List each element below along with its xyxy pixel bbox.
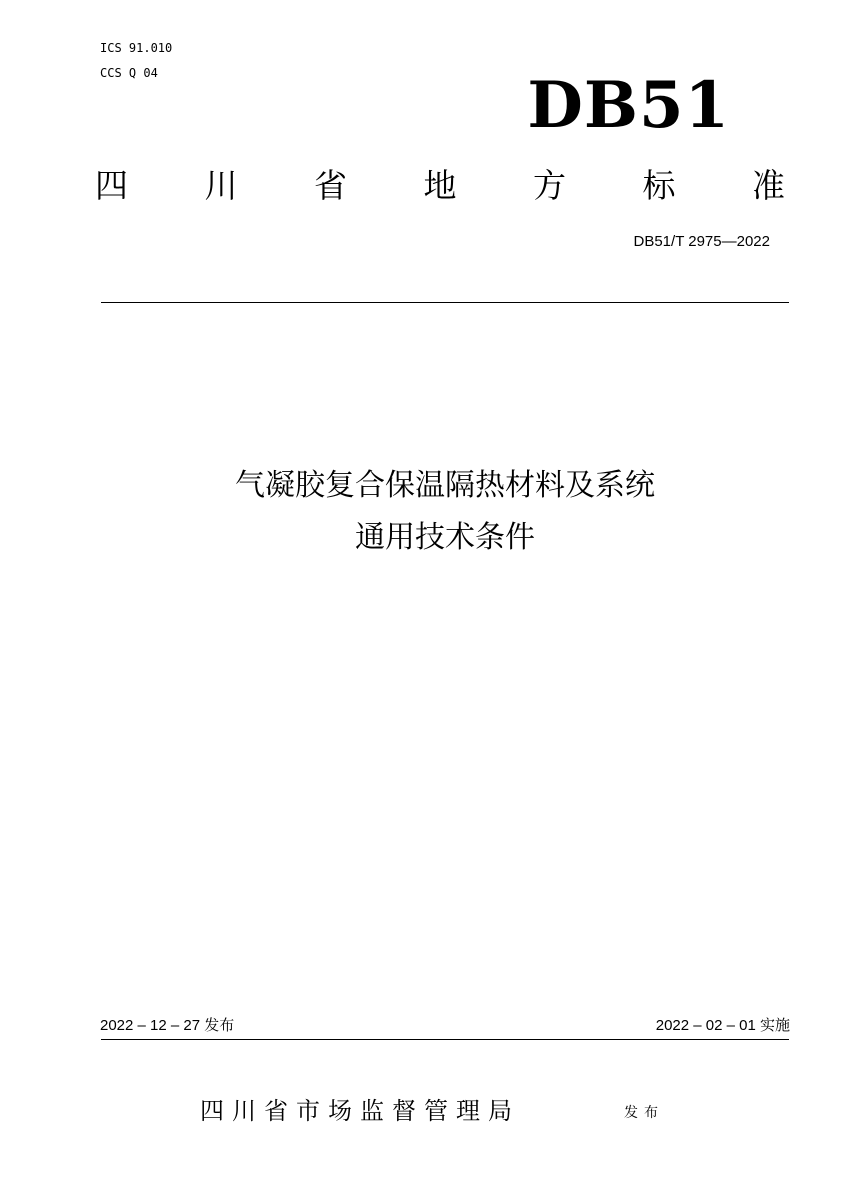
standard-type-char: 省 [314, 166, 347, 205]
top-divider [101, 302, 789, 303]
standard-type-char: 方 [533, 166, 566, 205]
standard-type-char: 地 [423, 166, 457, 205]
ics-code: ICS 91.010 [100, 41, 173, 55]
standard-type-heading [95, 164, 785, 208]
issuing-authority: 四川省市场监督管理局 [200, 1097, 520, 1125]
standard-type-char: 标 [642, 166, 676, 205]
document-title-line-1: 气凝胶复合保温隔热材料及系统 [235, 468, 655, 503]
issue-date: 2022 – 12 – 27 发布 [100, 1017, 235, 1034]
bottom-divider [101, 1039, 789, 1040]
db51-logo: DB51 [527, 68, 730, 143]
ccs-code: CCS Q 04 [100, 66, 158, 80]
standard-type-char: 川 [204, 166, 238, 205]
implementation-date: 2022 – 02 – 01 实施 [655, 1017, 790, 1034]
standard-number: DB51/T 2975—2022 [633, 233, 770, 250]
issuing-label: 发布 [624, 1105, 664, 1121]
standard-type-char: 四 [95, 166, 128, 205]
standard-type-char: 准 [752, 166, 785, 205]
document-title-line-2: 通用技术条件 [355, 520, 535, 555]
